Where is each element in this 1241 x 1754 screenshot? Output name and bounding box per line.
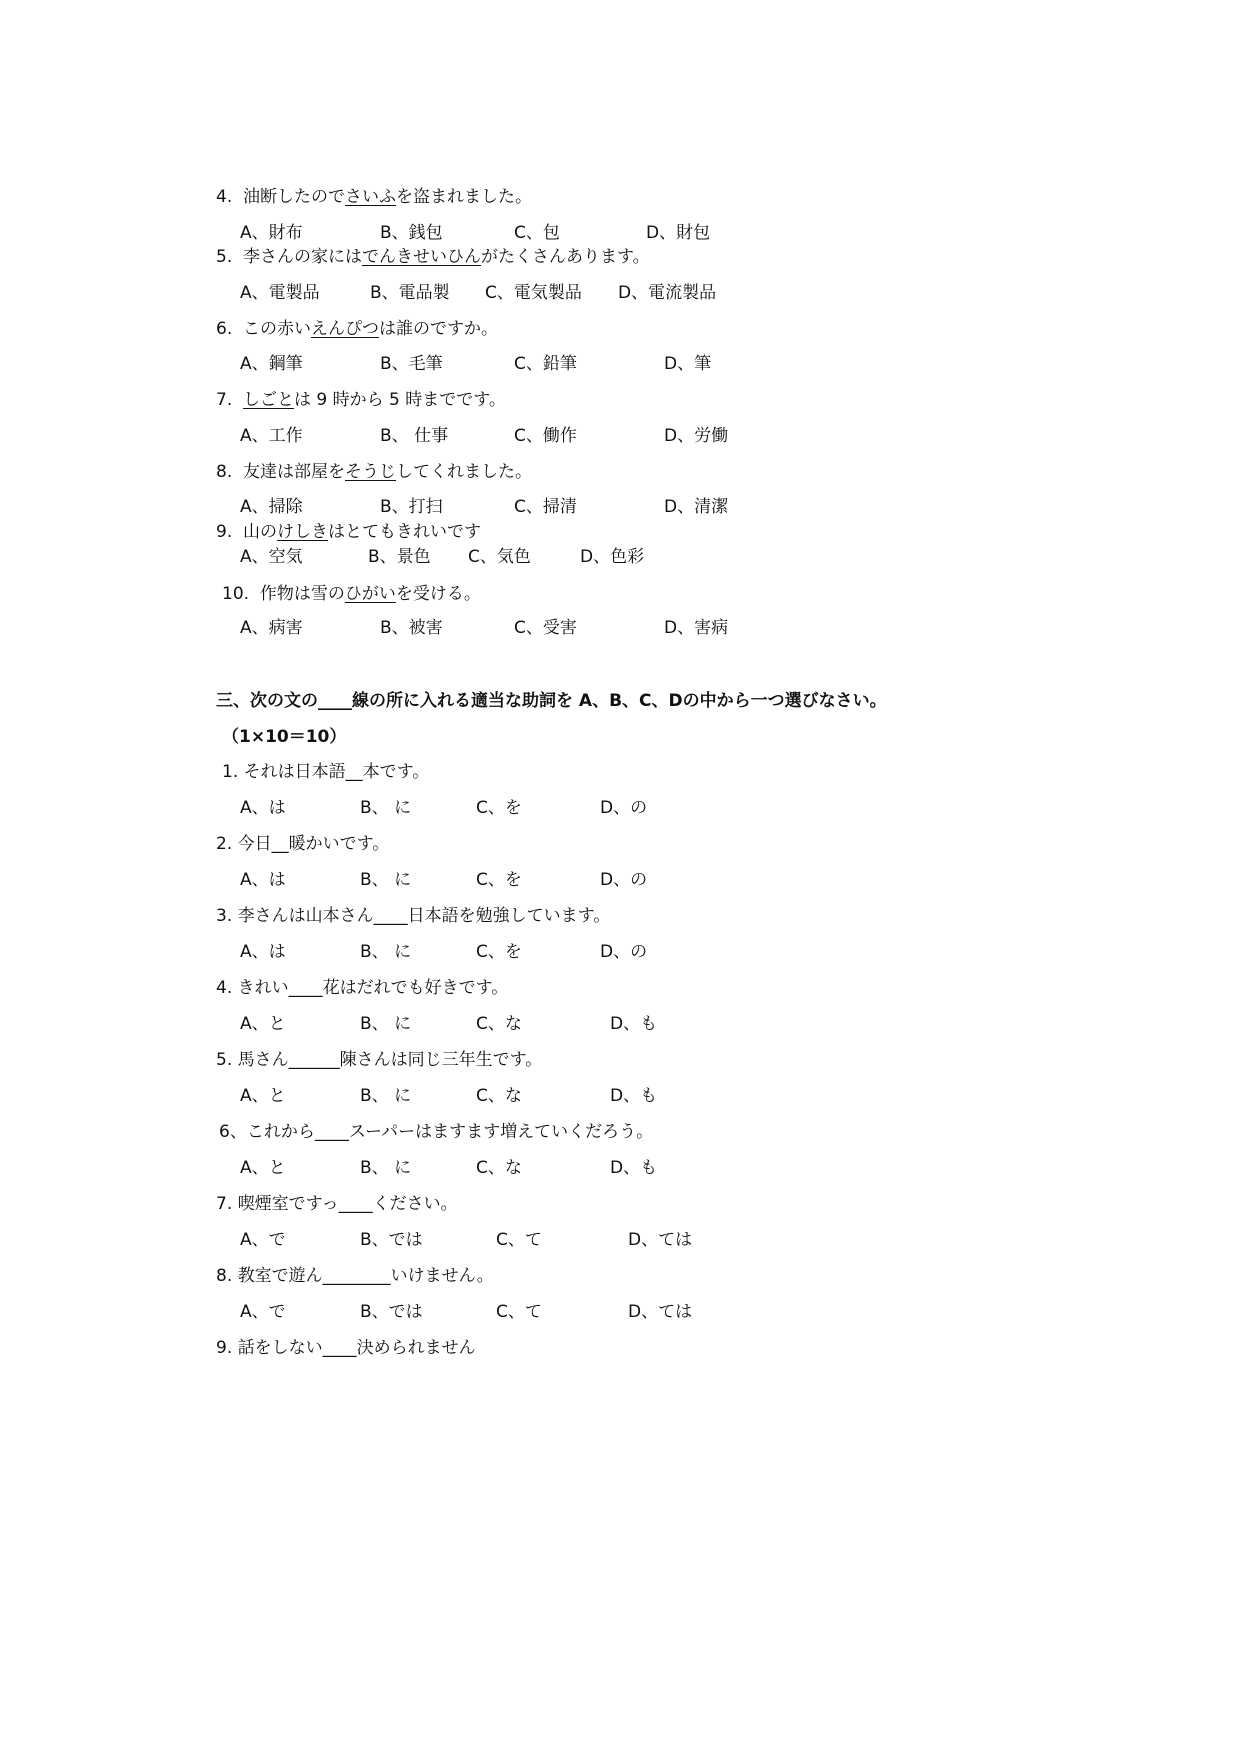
- option-b: B、 に: [360, 1158, 412, 1178]
- particle-question-7: 7. 喫煙室ですっ____ください。: [216, 1194, 458, 1214]
- option-a: A、と: [240, 1158, 286, 1178]
- option-d: D、も: [610, 1014, 658, 1034]
- question-text: はとてもきれいです: [328, 522, 482, 542]
- option-c: C、包: [514, 223, 560, 243]
- question-text: 5. 李さんの家には: [216, 247, 363, 267]
- question-text: 8. 友達は部屋を: [216, 462, 346, 482]
- option-d: D、清潔: [664, 497, 729, 517]
- option-d: D、ては: [628, 1230, 693, 1250]
- particle-question-4: 4. きれい____花はだれでも好きです。: [216, 978, 509, 998]
- option-a: A、と: [240, 1086, 286, 1106]
- question-text: 9. 山の: [216, 522, 278, 542]
- option-b: B、打扫: [380, 497, 443, 517]
- option-b: B、 に: [360, 1086, 412, 1106]
- vocab-question-10: [222, 583, 481, 605]
- option-a: A、工作: [240, 426, 303, 446]
- section-heading: 三、次の文の____線の所に入れる適当な助詞を A、B、C、Dの中から一つ選びなさい。: [216, 691, 887, 711]
- option-c: C、掃清: [514, 497, 577, 517]
- question-text: してくれました。: [396, 462, 533, 482]
- option-a: A、は: [240, 798, 286, 818]
- option-b: B、 に: [360, 942, 412, 962]
- option-c: C、電気製品: [485, 283, 582, 303]
- option-a: A、鋼筆: [240, 354, 303, 374]
- option-b: B、では: [360, 1302, 423, 1322]
- particle-question-9: 9. 話をしない____決められません: [216, 1338, 476, 1358]
- option-d: D、も: [610, 1158, 658, 1178]
- underlined-word: しごと: [243, 390, 295, 410]
- option-a: A、で: [240, 1230, 286, 1250]
- underlined-word: えんぴつ: [311, 319, 380, 339]
- underlined-word: ひがい: [344, 584, 396, 604]
- option-a: A、は: [240, 870, 286, 890]
- option-d: D、ては: [628, 1302, 693, 1322]
- particle-question-1: 1. それは日本語__本です。: [222, 762, 430, 782]
- option-c: C、な: [476, 1014, 522, 1034]
- option-c: C、て: [496, 1230, 542, 1250]
- vocab-question-7: [216, 389, 506, 411]
- option-a: A、と: [240, 1014, 286, 1034]
- option-c: C、働作: [514, 426, 577, 446]
- option-b: B、毛筆: [380, 354, 443, 374]
- underlined-word: けしき: [277, 522, 329, 542]
- option-b: B、銭包: [380, 223, 443, 243]
- option-b: B、 に: [360, 1014, 412, 1034]
- question-text: がたくさんあります。: [481, 247, 650, 267]
- question-text: を受ける。: [395, 584, 481, 604]
- option-d: D、労働: [664, 426, 729, 446]
- question-text: 7.: [216, 390, 244, 410]
- question-text: を盗まれました。: [396, 187, 533, 207]
- vocab-question-9: [216, 521, 481, 543]
- option-c: C、気色: [468, 547, 531, 567]
- option-c: C、受害: [514, 618, 577, 638]
- option-b: B、電品製: [370, 283, 450, 303]
- option-d: D、も: [610, 1086, 658, 1106]
- particle-question-2: 2. 今日__暖かいです。: [216, 834, 390, 854]
- particle-question-6: 6、これから____スーパーはますます増えていくだろう。: [219, 1122, 654, 1142]
- option-a: A、掃除: [240, 497, 303, 517]
- option-d: D、財包: [646, 223, 711, 243]
- option-c: C、を: [476, 798, 522, 818]
- option-b: B、 仕事: [380, 426, 449, 446]
- option-c: C、て: [496, 1302, 542, 1322]
- option-b: B、では: [360, 1230, 423, 1250]
- question-text: 6. この赤い: [216, 319, 312, 339]
- particle-question-3: 3. 李さんは山本さん____日本語を勉強しています。: [216, 906, 611, 926]
- option-a: A、財布: [240, 223, 303, 243]
- option-b: B、 に: [360, 798, 412, 818]
- underlined-word: そうじ: [345, 462, 397, 482]
- option-d: D、の: [600, 870, 648, 890]
- option-a: A、で: [240, 1302, 286, 1322]
- option-d: D、色彩: [580, 547, 645, 567]
- question-text: 10. 作物は雪の: [222, 584, 345, 604]
- vocab-question-5: [216, 246, 650, 268]
- option-c: C、な: [476, 1158, 522, 1178]
- option-c: C、な: [476, 1086, 522, 1106]
- option-d: D、電流製品: [618, 283, 717, 303]
- option-a: A、は: [240, 942, 286, 962]
- option-b: B、景色: [368, 547, 431, 567]
- question-text: は 9 時から 5 時までです。: [294, 390, 506, 410]
- option-d: D、筆: [664, 354, 712, 374]
- vocab-question-8: [216, 461, 532, 483]
- question-text: 4. 油断したので: [216, 187, 346, 207]
- option-d: D、の: [600, 798, 648, 818]
- particle-question-5: 5. 馬さん______陳さんは同じ三年生です。: [216, 1050, 543, 1070]
- underlined-word: さいふ: [345, 187, 397, 207]
- option-a: A、病害: [240, 618, 303, 638]
- option-a: A、空気: [240, 547, 303, 567]
- underlined-word: でんきせいひん: [362, 247, 482, 267]
- question-text: は誰のですか。: [379, 319, 499, 339]
- option-d: D、害病: [664, 618, 729, 638]
- vocab-question-4: [216, 186, 532, 208]
- option-d: D、の: [600, 942, 648, 962]
- option-c: C、鉛筆: [514, 354, 577, 374]
- option-b: B、被害: [380, 618, 443, 638]
- option-c: C、を: [476, 942, 522, 962]
- vocab-question-6: [216, 318, 498, 340]
- section-score: （1×10＝10）: [222, 727, 347, 747]
- option-a: A、電製品: [240, 283, 320, 303]
- option-c: C、を: [476, 870, 522, 890]
- option-b: B、 に: [360, 870, 412, 890]
- particle-question-8: 8. 教室で遊ん________いけません。: [216, 1266, 494, 1286]
